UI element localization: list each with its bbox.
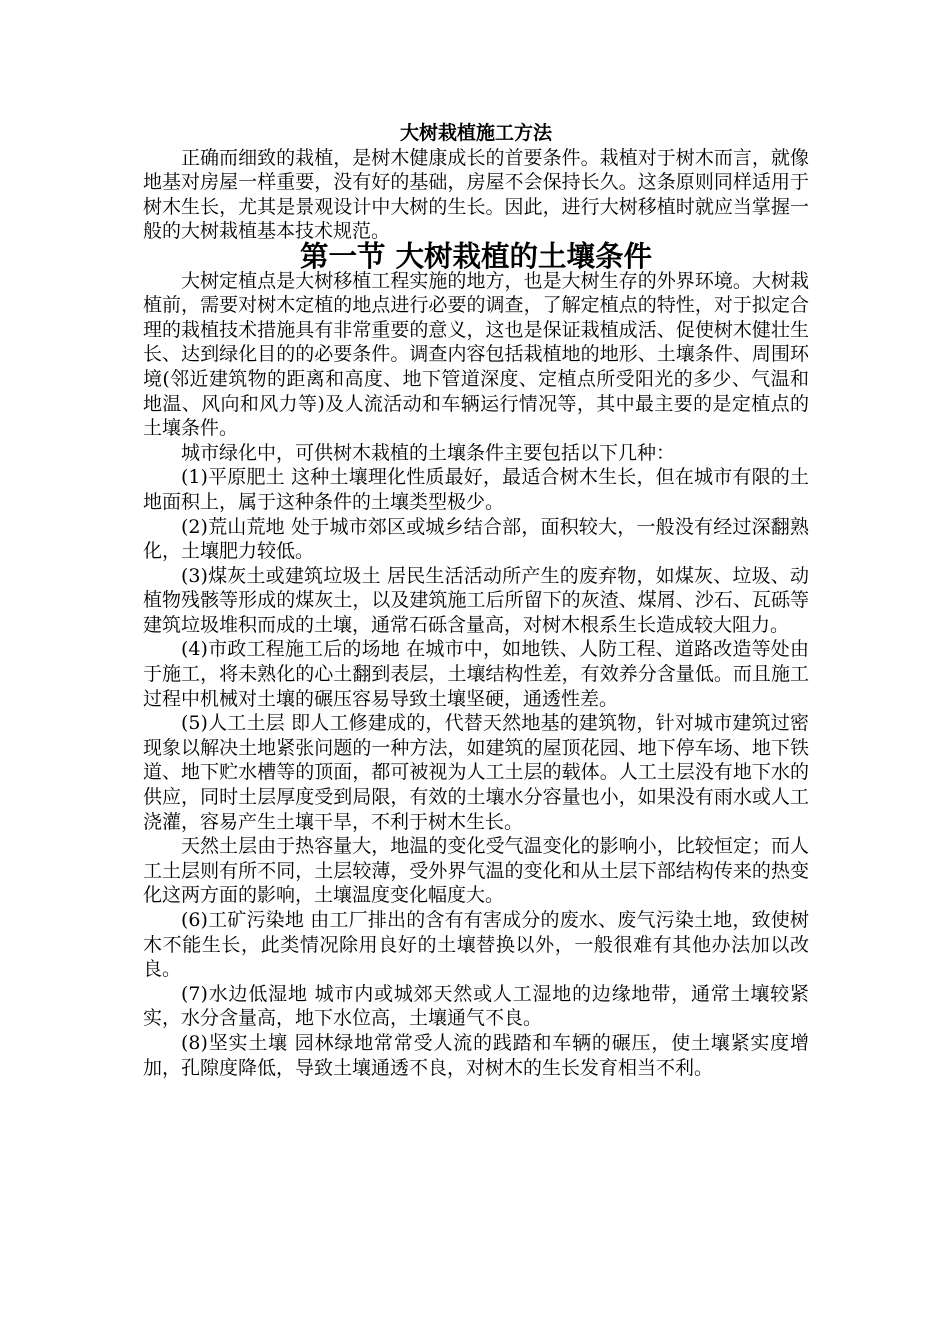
section-title: 第一节 大树栽植的土壤条件 — [300, 238, 652, 273]
intro-paragraph: 正确而细致的栽植，是树木健康成长的首要条件。栽植对于树木而言，就像地基对房屋一样重要，没有好的基础，房屋不会保持长久。这条原则同样适用于树木生长，尤其是景观设计中大树的生长。因此，进行大树移植时就应当掌握一般的大树栽植基本技术规范。 — [143, 146, 809, 243]
paragraph-cinder-soil: (3)煤灰土或建筑垃圾土 居民生活活动所产生的废弃物，如煤灰、垃圾、动植物残骸等形成的煤灰土，以及建筑施工后所留下的灰渣、煤屑、沙石、瓦砾等建筑垃圾堆积而成的土壤，通常石砾含量高，对树木根系生长造成较大阻力。 — [143, 564, 809, 636]
paragraph-artificial-soil: (5)人工土层 即人工修建成的，代替天然地基的建筑物，针对城市建筑过密现象以解决土地紧张问题的一种方法，如建筑的屋顶花园、地下停车场、地下铁道、地下贮水槽等的顶面，都可被视为人工土层的载体。人工土层没有地下水的供应，同时土层厚度受到局限，有效的土壤水分容量也小，如果没有雨水或人工浇灌，容易产生土壤干旱，不利于树木生长。 — [143, 712, 809, 833]
paragraph-plain-fertile-soil: (1)平原肥土 这种土壤理化性质最好，最适合树木生长，但在城市有限的土地面积上，属于这种条件的土壤类型极少。 — [143, 466, 809, 513]
document-title: 大树栽植施工方法 — [399, 122, 552, 144]
paragraph-natural-soil-temperature: 天然土层由于热容量大，地温的变化受气温变化的影响小，比较恒定；而人工土层则有所不同，土层较薄，受外界气温的变化和从土层下部结构传来的热变化这两方面的影响，土壤温度变化幅度大。 — [143, 835, 809, 907]
paragraph-barren-land: (2)荒山荒地 处于城市郊区或城乡结合部，面积较大，一般没有经过深翻熟化，土壤肥力较低。 — [143, 515, 809, 563]
document-page — [143, 121, 809, 1080]
paragraph-site-survey: 大树定植点是大树移植工程实施的地方，也是大树生存的外界环境。大树栽植前，需要对树木定植的地点进行必要的调查，了解定植点的特性，对于拟定合理的栽植技术措施具有非常重要的意义，这也是保证栽植成活、促使树木健壮生长、达到绿化目的的必要条件。调查内容包括栽植地的地形、土壤条件、周围环境(邻近建筑物的距离和高度、地下管道深度、定植点所受阳光的多少、气温和地温、风向和风力等)及人流活动和车辆运行情况等，其中最主要的是定植点的土壤条件。 — [143, 269, 809, 440]
paragraph-polluted-land: (6)工矿污染地 由工厂排出的含有有害成分的废水、废气污染土地，致使树木不能生长，此类情况除用良好的土壤替换以外，一般很难有其他办法加以改良。 — [143, 909, 809, 981]
paragraph-soil-types-intro: 城市绿化中，可供树木栽植的土壤条件主要包括以下几种： — [181, 441, 676, 464]
paragraph-wetland-edge: (7)水边低湿地 城市内或城郊天然或人工湿地的边缘地带，通常土壤较紧实，水分含量高，地下水位高，土壤通气不良。 — [143, 982, 809, 1030]
paragraph-construction-site: (4)市政工程施工后的场地 在城市中，如地铁、人防工程、道路改造等处由于施工，将未熟化的心土翻到表层，土壤结构性差，有效养分含量低。而且施工过程中机械对土壤的碾压容易导致土壤坚硬，通透性差。 — [143, 638, 809, 710]
paragraph-compacted-soil: (8)坚实土壤 园林绿地常常受人流的践踏和车辆的碾压，使土壤紧实度增加，孔隙度降低，导致土壤通透不良，对树木的生长发育相当不利。 — [143, 1031, 809, 1079]
